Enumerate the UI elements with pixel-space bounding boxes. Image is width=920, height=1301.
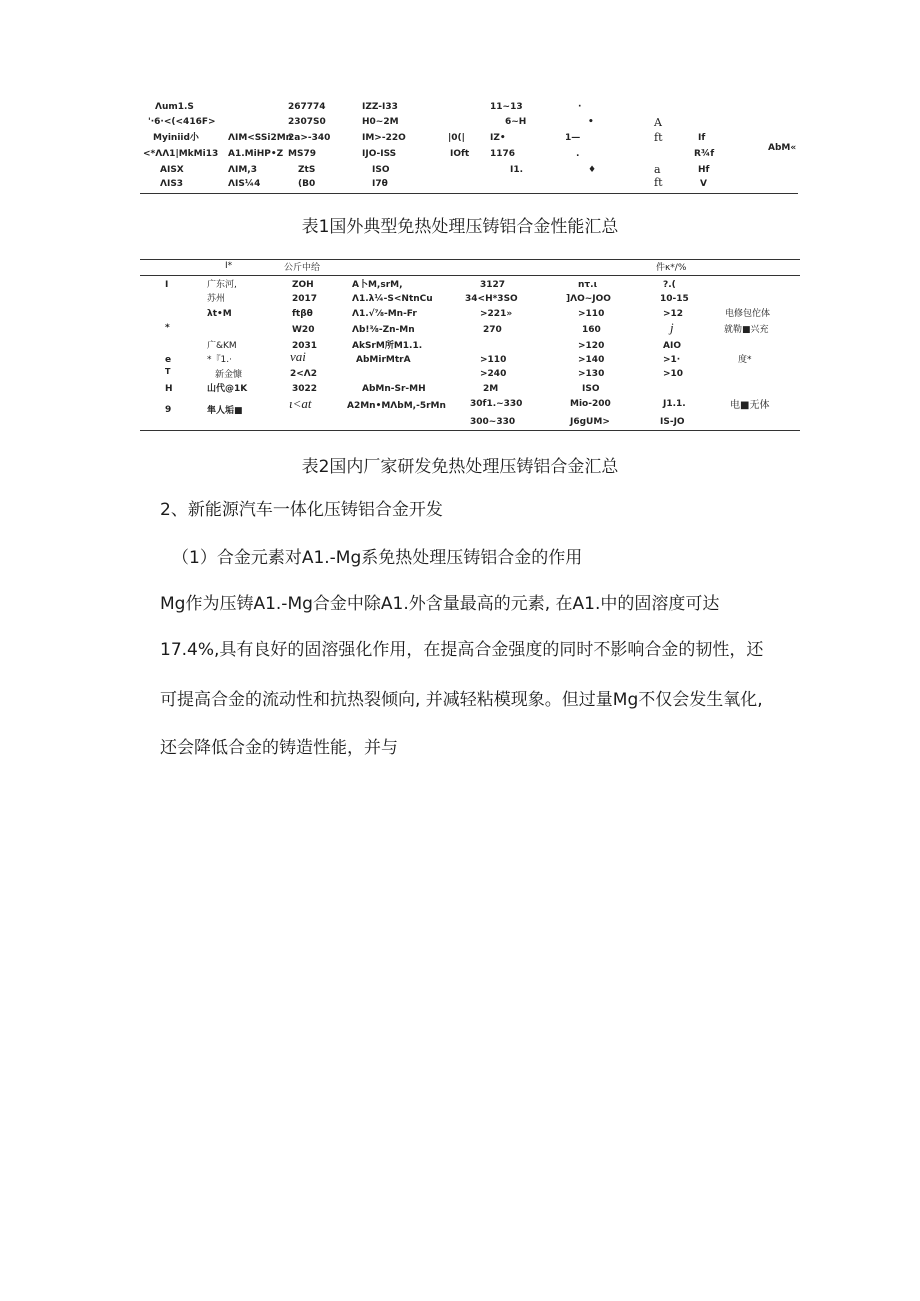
t2-cell: T (165, 367, 171, 376)
t2-cell: AbMn-Sr-MH (362, 384, 426, 394)
t1-cell: 2307S0 (288, 117, 326, 127)
t2-cell: ZOH (292, 280, 314, 290)
table-2-caption: 表2国内厂家研发免热处理压铸铝合金汇总 (301, 457, 619, 477)
t2-cell: >110 (578, 309, 605, 319)
t2-cell: J1.1. (663, 399, 686, 409)
t2-cell: 隼人垢■ (207, 406, 243, 416)
t1-cell: I7θ (372, 179, 388, 189)
t2-cell: 电■无体 (730, 400, 770, 411)
t1-cell: ft (654, 131, 663, 144)
t2-top-rule (140, 259, 800, 260)
t2-cell: 2017 (292, 294, 318, 304)
t2-cell: 就勒■兴充 (724, 325, 769, 335)
t1-cell: '·6·<(<416F> (148, 117, 216, 127)
paragraph-line: Mg作为压铸A1.-Mg合金中除A1.外含量最高的元素, 在A1.中的固溶度可达 (160, 594, 720, 614)
t1-cell: Myiniid小 (153, 133, 199, 143)
t2-cell: >240 (480, 369, 507, 379)
t1-cell: R¾f (694, 149, 715, 159)
t2-cell: >10 (663, 369, 684, 379)
t1-cell: V (700, 179, 707, 189)
t2-cell: Λ1.λ¼-S<NtnCu (352, 294, 433, 304)
t1-side-label: AbM« (768, 143, 797, 153)
t1-cell: ΛIS3 (160, 179, 184, 189)
t2-cell: Λ1.√⅞-Mn-Fr (352, 309, 417, 319)
t2-cell: 苏州 (207, 294, 226, 304)
t1-cell: • (588, 117, 594, 127)
paragraph-line: 还会降低合金的铸造性能，并与 (160, 738, 398, 758)
t2-cell: e (165, 355, 172, 365)
t2-cell: ISO (582, 384, 600, 394)
t1-cell: IZ• (490, 133, 506, 143)
t2-cell: I (165, 280, 169, 290)
t2-cell: AkSrM所M1.1. (352, 341, 423, 351)
t1-cell: a (654, 163, 661, 176)
t2-cell: Mio-200 (570, 399, 611, 409)
t1-cell: A1.MiHP•Z (228, 149, 284, 159)
t2-cell: IS-JO (660, 417, 685, 427)
t2-cell: 广东河, (207, 280, 237, 290)
t1-cell: A (654, 116, 662, 129)
t2-cell: vai (290, 349, 306, 364)
t1-cell: 2a>-340 (288, 133, 331, 143)
section-heading: 2、新能源汽车一体化压铸铝合金开发 (160, 500, 443, 520)
t2-cell: ]ΛO~JOO (566, 294, 611, 304)
t2-cell: j (670, 320, 674, 335)
t2-cell: >221» (480, 309, 513, 319)
t2-cell: AIO (663, 341, 681, 351)
t2-header-cell: 公斤中给 (284, 263, 321, 273)
t2-cell: 34<H*3SO (465, 294, 518, 304)
t1-cell: ♦ (588, 165, 597, 175)
t2-bottom-rule (140, 430, 800, 431)
t2-cell: 广&KM (207, 341, 237, 351)
t2-cell: λt•M (207, 309, 232, 319)
t2-cell: >110 (480, 355, 507, 365)
table-2 (0, 0, 920, 440)
t2-cell: 山代@1K (207, 384, 248, 394)
t2-cell: 新金慷 (215, 370, 243, 380)
t1-cell: 267774 (288, 102, 326, 112)
t1-cell: ΛIM<SSi2Mn (228, 133, 293, 143)
table-1-caption: 表1国外典型免热处理压铸铝合金性能汇总 (301, 217, 619, 237)
t2-cell: AbMirMtrA (356, 355, 411, 365)
t2-header-rule (140, 275, 800, 276)
t2-cell: 度* (738, 355, 752, 365)
t2-cell: *『1.· (207, 355, 232, 365)
t2-cell: * (165, 323, 170, 333)
t1-cell: I1. (510, 165, 524, 175)
t1-cell: Λum1.S (155, 102, 194, 112)
t2-cell: 10-15 (660, 294, 689, 304)
t2-cell: >1· (663, 355, 681, 365)
t1-cell: AISX (160, 165, 184, 175)
t2-cell: 3127 (480, 280, 506, 290)
paragraph-line: 可提高合金的流动性和抗热裂倾向, 并减轻粘模现象。但过量Mg不仅会发生氧化, (160, 690, 763, 710)
t1-cell: 11~13 (490, 102, 523, 112)
t1-cell: IOft (450, 149, 470, 159)
t2-cell: ?.( (663, 280, 676, 290)
t2-cell: ι<at (289, 396, 312, 411)
t2-cell: 9 (165, 405, 172, 415)
t2-cell: >140 (578, 355, 605, 365)
t1-cell: IZZ-I33 (362, 102, 398, 112)
t2-cell: A卜M,srM, (352, 280, 403, 290)
t2-cell: 2<Λ2 (290, 369, 318, 379)
t2-cell: 30f1.~330 (470, 399, 523, 409)
t2-cell: ftβθ (292, 309, 313, 319)
t1-cell: Hf (698, 165, 710, 175)
t2-cell: 2031 (292, 341, 318, 351)
t1-cell: · (578, 102, 582, 112)
paragraph-line: 17.4%,具有良好的固溶强化作用，在提高合金强度的同时不影响合金的韧性，还 (160, 640, 764, 660)
t2-cell: 270 (483, 325, 502, 335)
t1-cell: ft (654, 176, 663, 189)
t1-cell: H0~2M (362, 117, 399, 127)
t2-header-cell: I* (225, 261, 233, 271)
t1-cell: <*ΛΛ1|MkMi13 (143, 149, 219, 159)
t1-cell: IJO-ISS (362, 149, 397, 159)
t1-cell: ΛIM,3 (228, 165, 257, 175)
t1-cell: MS79 (288, 149, 316, 159)
t1-cell: ZtS (298, 165, 316, 175)
t1-cell: ISO (372, 165, 390, 175)
t1-cell: 1176 (490, 149, 516, 159)
t1-cell: . (576, 149, 580, 159)
t1-cell: IM>-22O (362, 133, 406, 143)
t1-cell: (B0 (298, 179, 316, 189)
t1-cell: ΛIS¼4 (228, 179, 261, 189)
t2-cell: W20 (292, 325, 315, 335)
t2-cell: 电修包佗体 (725, 309, 771, 319)
t2-header-cell: 件κ*/% (656, 263, 687, 273)
t2-cell: nτ.ι (578, 280, 598, 290)
t1-cell: 6~H (505, 117, 527, 127)
t1-cell: |0(| (448, 133, 465, 143)
t2-cell: J6gUM> (570, 417, 610, 427)
t1-cell: 1— (565, 133, 581, 143)
subsection-heading: （1）合金元素对A1.-Mg系免热处理压铸铝合金的作用 (172, 548, 583, 568)
t1-cell: If (698, 133, 706, 143)
t2-cell: A2Mn•MΛbM,-5rMn (347, 401, 446, 411)
t2-cell: 300~330 (470, 417, 516, 427)
t2-cell: 2M (483, 384, 499, 394)
t2-cell: 160 (582, 325, 601, 335)
t2-cell: Λb!⅜-Zn-Mn (352, 325, 415, 335)
t2-cell: H (165, 384, 173, 394)
t2-cell: >130 (578, 369, 605, 379)
t2-cell: 3022 (292, 384, 318, 394)
t2-cell: >120 (578, 341, 605, 351)
t2-cell: >12 (663, 309, 684, 319)
